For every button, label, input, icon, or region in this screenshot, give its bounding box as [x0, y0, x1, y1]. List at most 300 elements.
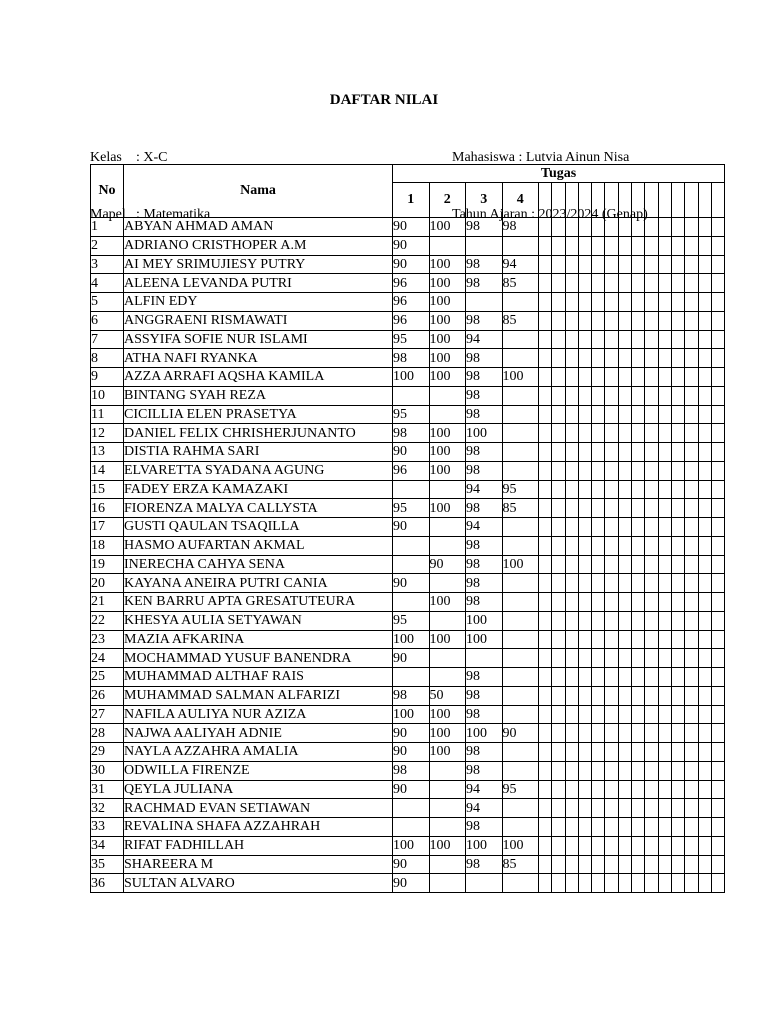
empty-cell [698, 855, 711, 874]
score-cell-t1: 90 [393, 236, 430, 255]
empty-cell [685, 518, 698, 537]
tugas-number-header: 3 [466, 183, 503, 218]
empty-cell [539, 236, 552, 255]
empty-cell [698, 236, 711, 255]
empty-cell [645, 349, 658, 368]
student-name: NAFILA AULIYA NUR AZIZA [124, 705, 393, 724]
empty-cell [605, 218, 618, 237]
score-cell-t2 [429, 386, 466, 405]
empty-cell [552, 424, 565, 443]
score-cell-t3: 98 [466, 536, 503, 555]
score-cell-t3: 94 [466, 799, 503, 818]
empty-cell [592, 780, 605, 799]
empty-cell [658, 218, 671, 237]
score-cell-t4 [502, 686, 539, 705]
column-header-no: No [91, 165, 124, 218]
score-cell-t1: 95 [393, 611, 430, 630]
score-cell-t4 [502, 705, 539, 724]
empty-cell [685, 330, 698, 349]
empty-cell [578, 311, 591, 330]
empty-cell [618, 724, 631, 743]
score-cell-t1: 90 [393, 649, 430, 668]
empty-cell [632, 536, 645, 555]
empty-cell [685, 649, 698, 668]
table-row [91, 836, 725, 855]
empty-cell [632, 668, 645, 687]
empty-cell [671, 649, 684, 668]
table-row [91, 255, 725, 274]
student-name: RIFAT FADHILLAH [124, 836, 393, 855]
empty-cell [592, 686, 605, 705]
header-row-1 [91, 165, 725, 183]
empty-cell [645, 668, 658, 687]
empty-cell [711, 705, 724, 724]
empty-cell [578, 668, 591, 687]
empty-cell [658, 386, 671, 405]
empty-cell [658, 855, 671, 874]
empty-cell [618, 330, 631, 349]
empty-cell [552, 780, 565, 799]
empty-cell [658, 499, 671, 518]
empty-cell [605, 274, 618, 293]
empty-cell [632, 649, 645, 668]
empty-cell [671, 293, 684, 312]
empty-cell [645, 855, 658, 874]
row-number: 32 [91, 799, 124, 818]
student-name: DANIEL FELIX CHRISHERJUNANTO [124, 424, 393, 443]
empty-cell [671, 518, 684, 537]
empty-cell [552, 368, 565, 387]
row-number: 36 [91, 874, 124, 893]
empty-cell [632, 330, 645, 349]
empty-cell [618, 311, 631, 330]
row-number: 33 [91, 818, 124, 837]
table-row [91, 424, 725, 443]
empty-cell [632, 218, 645, 237]
empty-cell [539, 311, 552, 330]
empty-cell [605, 386, 618, 405]
empty-cell [592, 311, 605, 330]
empty-cell [539, 386, 552, 405]
student-name: ELVARETTA SYADANA AGUNG [124, 461, 393, 480]
score-cell-t2: 100 [429, 743, 466, 762]
empty-cell [565, 743, 578, 762]
empty-cell [618, 293, 631, 312]
empty-cell [605, 761, 618, 780]
row-number: 22 [91, 611, 124, 630]
student-name: QEYLA JULIANA [124, 780, 393, 799]
row-number: 15 [91, 480, 124, 499]
score-cell-t4: 100 [502, 368, 539, 387]
empty-cell [632, 274, 645, 293]
student-name: SULTAN ALVARO [124, 874, 393, 893]
empty-cell [539, 649, 552, 668]
empty-cell [592, 461, 605, 480]
student-name: MOCHAMMAD YUSUF BANENDRA [124, 649, 393, 668]
empty-cell [632, 236, 645, 255]
empty-cell [645, 818, 658, 837]
empty-cell [618, 368, 631, 387]
empty-cell [685, 724, 698, 743]
empty-cell [632, 443, 645, 462]
empty-cell [539, 668, 552, 687]
empty-cell [592, 855, 605, 874]
score-cell-t4: 90 [502, 724, 539, 743]
empty-cell [539, 761, 552, 780]
empty-cell [671, 405, 684, 424]
student-name: NAYLA AZZAHRA AMALIA [124, 743, 393, 762]
empty-cell [552, 555, 565, 574]
empty-cell [552, 724, 565, 743]
empty-cell [539, 536, 552, 555]
empty-cell [632, 349, 645, 368]
empty-cell [698, 836, 711, 855]
empty-cell [645, 724, 658, 743]
empty-cell [645, 424, 658, 443]
empty-cell [578, 236, 591, 255]
empty-cell [698, 499, 711, 518]
empty-cell [552, 836, 565, 855]
empty-cell [711, 799, 724, 818]
empty-cell [658, 874, 671, 893]
empty-cell [578, 218, 591, 237]
empty-cell [605, 293, 618, 312]
empty-cell [685, 461, 698, 480]
score-cell-t3: 98 [466, 668, 503, 687]
empty-cell [578, 836, 591, 855]
empty-cell [552, 818, 565, 837]
score-cell-t2: 100 [429, 424, 466, 443]
empty-cell [671, 386, 684, 405]
empty-cell [578, 593, 591, 612]
empty-cell [645, 311, 658, 330]
empty-cell [671, 536, 684, 555]
empty-cell [552, 630, 565, 649]
empty-cell [578, 255, 591, 274]
empty-cell [698, 761, 711, 780]
table-row [91, 799, 725, 818]
empty-cell [539, 743, 552, 762]
empty-cell [658, 780, 671, 799]
empty-cell [698, 480, 711, 499]
empty-cell [632, 780, 645, 799]
table-row [91, 593, 725, 612]
empty-cell [645, 236, 658, 255]
score-cell-t4 [502, 743, 539, 762]
table-row [91, 480, 725, 499]
empty-cell [539, 330, 552, 349]
empty-cell [592, 499, 605, 518]
empty-cell [632, 368, 645, 387]
empty-cell [711, 593, 724, 612]
student-name: CICILLIA ELEN PRASETYA [124, 405, 393, 424]
table-row [91, 386, 725, 405]
empty-cell [605, 330, 618, 349]
empty-cell [552, 349, 565, 368]
row-number: 12 [91, 424, 124, 443]
empty-cell [565, 836, 578, 855]
empty-cell [685, 443, 698, 462]
table-row [91, 574, 725, 593]
score-cell-t1 [393, 386, 430, 405]
score-cell-t2 [429, 668, 466, 687]
empty-cell [671, 818, 684, 837]
empty-cell [645, 368, 658, 387]
empty-cell [632, 311, 645, 330]
empty-cell [645, 574, 658, 593]
score-cell-t3: 98 [466, 443, 503, 462]
row-number: 18 [91, 536, 124, 555]
empty-cell [645, 405, 658, 424]
empty-cell [605, 536, 618, 555]
empty-cell [711, 855, 724, 874]
empty-cell [592, 593, 605, 612]
empty-cell [552, 761, 565, 780]
score-cell-t2 [429, 799, 466, 818]
empty-cell [711, 611, 724, 630]
empty-cell [592, 668, 605, 687]
empty-cell [698, 743, 711, 762]
empty-cell [552, 255, 565, 274]
table-row [91, 686, 725, 705]
empty-cell [645, 255, 658, 274]
empty-cell [618, 386, 631, 405]
empty-cell [565, 724, 578, 743]
empty-cell [578, 461, 591, 480]
empty-cell [618, 518, 631, 537]
empty-cell [539, 836, 552, 855]
empty-cell [645, 330, 658, 349]
empty-cell [552, 705, 565, 724]
empty-cell [671, 330, 684, 349]
empty-cell [698, 536, 711, 555]
empty-cell [685, 293, 698, 312]
empty-cell [711, 293, 724, 312]
empty-cell [658, 349, 671, 368]
empty-cell [552, 518, 565, 537]
score-cell-t4 [502, 461, 539, 480]
score-cell-t2 [429, 874, 466, 893]
mahasiswa-line: Mahasiswa : Lutvia Ainun Nisa [452, 150, 630, 165]
empty-cell [618, 818, 631, 837]
empty-cell [539, 555, 552, 574]
score-cell-t4 [502, 761, 539, 780]
empty-cell [605, 743, 618, 762]
empty-cell [552, 874, 565, 893]
empty-cell [605, 349, 618, 368]
empty-cell [605, 611, 618, 630]
empty-cell [698, 724, 711, 743]
empty-cell [565, 649, 578, 668]
empty-cell [578, 705, 591, 724]
empty-cell [565, 705, 578, 724]
empty-cell [711, 780, 724, 799]
empty-header-cell [578, 183, 591, 218]
empty-cell [578, 386, 591, 405]
empty-cell [658, 686, 671, 705]
empty-cell [632, 855, 645, 874]
empty-cell [539, 705, 552, 724]
score-cell-t2: 100 [429, 499, 466, 518]
score-cell-t3: 98 [466, 593, 503, 612]
empty-cell [539, 349, 552, 368]
score-cell-t2: 50 [429, 686, 466, 705]
score-cell-t4 [502, 668, 539, 687]
empty-cell [578, 330, 591, 349]
empty-header-cell [632, 183, 645, 218]
score-cell-t2: 100 [429, 593, 466, 612]
empty-cell [578, 799, 591, 818]
empty-cell [658, 761, 671, 780]
score-cell-t3 [466, 649, 503, 668]
empty-cell [698, 818, 711, 837]
empty-cell [711, 461, 724, 480]
empty-cell [658, 311, 671, 330]
score-cell-t1: 90 [393, 518, 430, 537]
empty-cell [671, 499, 684, 518]
score-cell-t4: 95 [502, 780, 539, 799]
table-row [91, 855, 725, 874]
empty-cell [552, 236, 565, 255]
score-cell-t1: 98 [393, 761, 430, 780]
empty-cell [671, 443, 684, 462]
empty-cell [685, 705, 698, 724]
empty-cell [618, 218, 631, 237]
empty-cell [632, 611, 645, 630]
empty-header-cell [685, 183, 698, 218]
empty-cell [578, 780, 591, 799]
empty-cell [539, 274, 552, 293]
row-number: 19 [91, 555, 124, 574]
empty-cell [578, 874, 591, 893]
score-cell-t4 [502, 574, 539, 593]
empty-cell [711, 274, 724, 293]
empty-cell [671, 480, 684, 499]
empty-cell [618, 611, 631, 630]
empty-cell [658, 743, 671, 762]
empty-cell [565, 236, 578, 255]
empty-cell [552, 405, 565, 424]
empty-cell [592, 518, 605, 537]
empty-cell [618, 405, 631, 424]
empty-cell [578, 349, 591, 368]
student-name: MAZIA AFKARINA [124, 630, 393, 649]
score-cell-t3: 94 [466, 780, 503, 799]
empty-cell [685, 668, 698, 687]
empty-cell [592, 405, 605, 424]
empty-cell [685, 686, 698, 705]
empty-cell [565, 330, 578, 349]
score-cell-t3 [466, 236, 503, 255]
empty-cell [578, 855, 591, 874]
empty-cell [658, 799, 671, 818]
empty-cell [565, 799, 578, 818]
score-cell-t2 [429, 405, 466, 424]
score-cell-t2 [429, 536, 466, 555]
empty-cell [552, 536, 565, 555]
score-cell-t2: 100 [429, 368, 466, 387]
student-name: ODWILLA FIRENZE [124, 761, 393, 780]
empty-cell [605, 555, 618, 574]
score-cell-t3: 98 [466, 461, 503, 480]
empty-cell [565, 780, 578, 799]
empty-cell [658, 405, 671, 424]
empty-cell [618, 836, 631, 855]
empty-cell [698, 218, 711, 237]
empty-cell [645, 836, 658, 855]
empty-cell [658, 649, 671, 668]
empty-cell [578, 405, 591, 424]
empty-cell [618, 236, 631, 255]
table-row [91, 705, 725, 724]
empty-cell [592, 293, 605, 312]
empty-cell [632, 874, 645, 893]
empty-cell [685, 499, 698, 518]
empty-cell [592, 349, 605, 368]
score-cell-t3: 94 [466, 480, 503, 499]
empty-cell [605, 236, 618, 255]
empty-cell [685, 799, 698, 818]
empty-cell [711, 668, 724, 687]
empty-cell [565, 761, 578, 780]
row-number: 23 [91, 630, 124, 649]
empty-cell [618, 536, 631, 555]
score-cell-t3: 98 [466, 218, 503, 237]
empty-cell [698, 555, 711, 574]
student-name: AZZA ARRAFI AQSHA KAMILA [124, 368, 393, 387]
empty-cell [578, 818, 591, 837]
empty-cell [605, 836, 618, 855]
empty-cell [565, 349, 578, 368]
score-cell-t2 [429, 780, 466, 799]
score-cell-t4: 85 [502, 855, 539, 874]
empty-cell [552, 311, 565, 330]
score-cell-t3 [466, 874, 503, 893]
empty-cell [711, 386, 724, 405]
score-cell-t2: 100 [429, 330, 466, 349]
empty-cell [645, 799, 658, 818]
empty-cell [552, 443, 565, 462]
score-cell-t4: 100 [502, 836, 539, 855]
empty-cell [658, 368, 671, 387]
empty-cell [565, 611, 578, 630]
empty-cell [578, 443, 591, 462]
score-cell-t4 [502, 630, 539, 649]
empty-cell [592, 743, 605, 762]
empty-cell [539, 499, 552, 518]
empty-header-cell [711, 183, 724, 218]
table-row [91, 555, 725, 574]
empty-cell [605, 405, 618, 424]
score-cell-t2: 100 [429, 349, 466, 368]
score-cell-t2 [429, 480, 466, 499]
empty-cell [618, 555, 631, 574]
score-cell-t4 [502, 593, 539, 612]
empty-cell [711, 724, 724, 743]
empty-cell [539, 593, 552, 612]
empty-cell [592, 555, 605, 574]
empty-cell [685, 743, 698, 762]
score-cell-t1 [393, 555, 430, 574]
score-cell-t2: 100 [429, 630, 466, 649]
empty-cell [565, 855, 578, 874]
score-cell-t3: 98 [466, 555, 503, 574]
empty-cell [671, 218, 684, 237]
empty-cell [645, 705, 658, 724]
empty-cell [698, 574, 711, 593]
empty-cell [711, 630, 724, 649]
student-name: ALFIN EDY [124, 293, 393, 312]
